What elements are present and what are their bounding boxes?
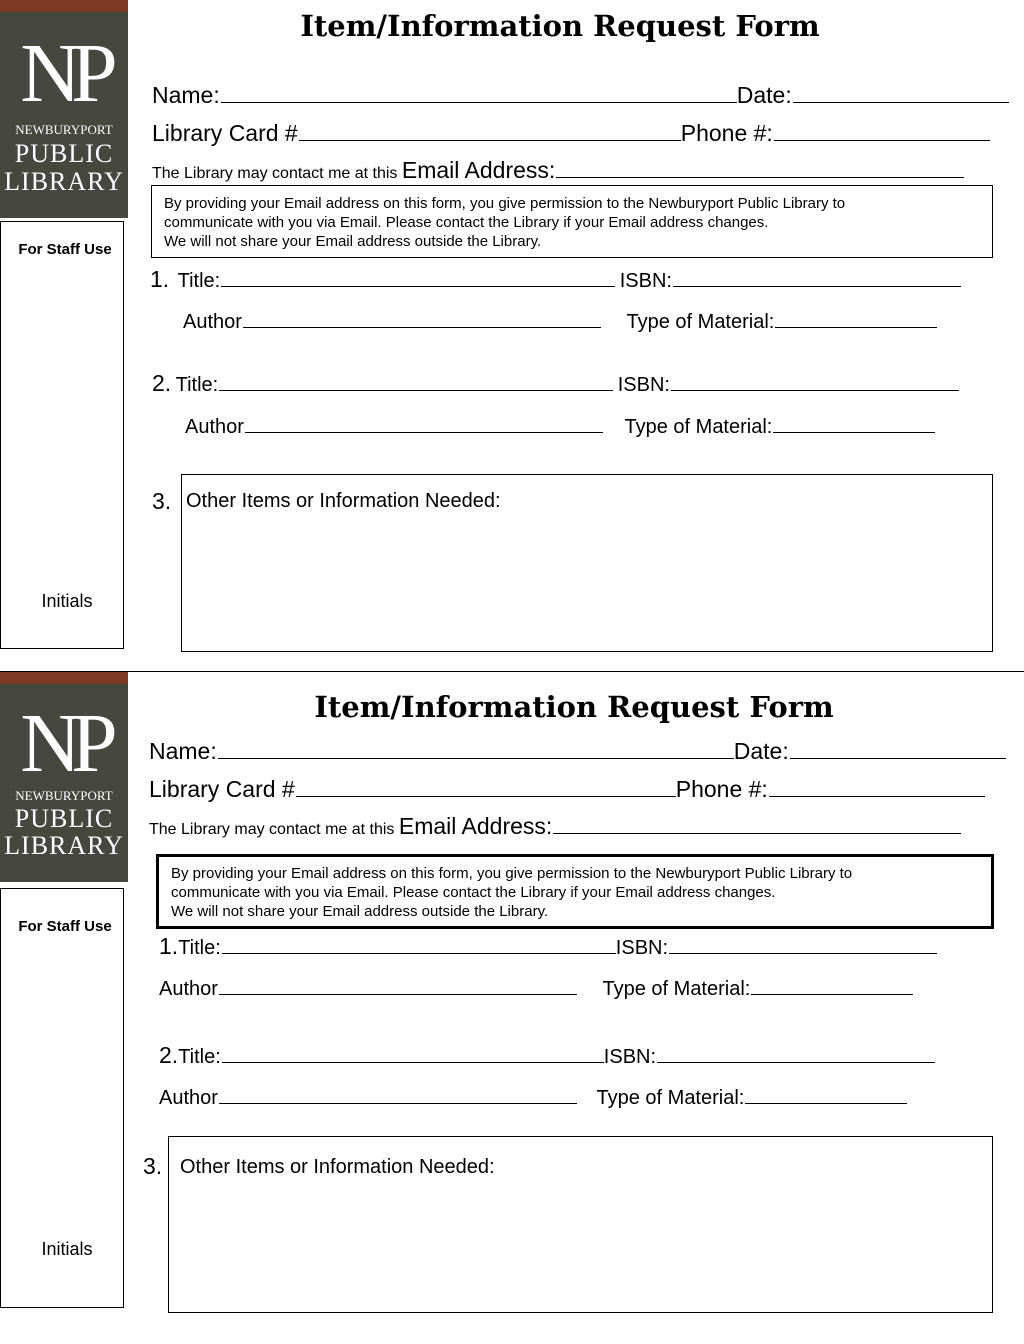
- item-1-number-2: 1.: [159, 933, 179, 959]
- name-label: Name:: [152, 82, 220, 109]
- item-2-author-label: Author: [185, 416, 244, 438]
- item-2-number: 2.: [152, 370, 172, 396]
- item-1-title-field[interactable]: [221, 265, 615, 287]
- item-2-isbn-field[interactable]: [671, 369, 959, 391]
- item-1-title-label: Title:: [177, 270, 221, 292]
- item-2-author-label-2: Author: [159, 1087, 218, 1109]
- item-1-author-label-2: Author: [159, 978, 218, 1000]
- notice-line-2-2: communicate with you via Email. Please contact the Library if your Email address changes.: [171, 884, 776, 901]
- email-label: Email Address:: [401, 157, 556, 184]
- item-2-type-field[interactable]: [773, 411, 935, 433]
- item-2-type-label-2: Type of Material:: [596, 1087, 745, 1109]
- staff-initials-label-2: Initials: [41, 1239, 93, 1259]
- item-1-author-field-2[interactable]: [219, 973, 577, 995]
- item-1-author-label: Author: [183, 311, 242, 333]
- notice-line-1: By providing your Email address on this form, you give permission to the Newburyport Public Library to: [164, 195, 846, 212]
- item-1-isbn-field-2[interactable]: [669, 932, 937, 954]
- staff-use-title-2: For Staff Use: [18, 918, 112, 935]
- item-2-title-row-2: [159, 1041, 935, 1069]
- notice-line-2: communicate with you via Email. Please contact the Library if your Email address changes.: [164, 214, 769, 231]
- item-1-type-label-2: Type of Material:: [602, 978, 751, 1000]
- item-2-title-row: [152, 369, 959, 397]
- logo-monogram-2: NP: [20, 697, 108, 790]
- item-2-author-field-2[interactable]: [219, 1082, 577, 1104]
- name-field[interactable]: [221, 78, 737, 103]
- item-2-type-field-2[interactable]: [745, 1082, 907, 1104]
- name-row: [152, 78, 1009, 109]
- staff-use-box: [0, 221, 124, 649]
- item-2-author-row: [185, 411, 935, 439]
- name-row-2: [149, 734, 1006, 765]
- item-2-title-label: Title:: [175, 374, 219, 396]
- item-2-title-field-2[interactable]: [222, 1041, 604, 1063]
- item-2-isbn-label: ISBN:: [617, 374, 670, 396]
- name-label-2: Name:: [149, 738, 217, 765]
- item-2-isbn-field-2[interactable]: [657, 1041, 935, 1063]
- date-label: Date:: [736, 82, 792, 109]
- other-items-label-2: Other Items or Information Needed:: [180, 1156, 495, 1178]
- item-2-number-2: 2.: [159, 1042, 179, 1068]
- staff-initials-label: Initials: [41, 591, 93, 611]
- card-phone-row-2: [149, 772, 985, 803]
- notice-line-3-2: We will not share your Email address outside the Library.: [171, 903, 549, 920]
- item-1-isbn-field[interactable]: [673, 265, 961, 287]
- library-card-field[interactable]: [299, 116, 681, 141]
- email-row-2: [149, 809, 961, 840]
- email-field-2[interactable]: [553, 809, 961, 834]
- email-permission-notice-2: [156, 854, 994, 929]
- logo-line-library: LIBRARY: [4, 167, 124, 196]
- logo-line-public: PUBLIC: [14, 139, 114, 168]
- page-title-2: Item/Information Request Form: [314, 690, 834, 724]
- page-title: Item/Information Request Form: [300, 9, 820, 43]
- library-card-label-2: Library Card #: [149, 776, 295, 803]
- item-1-title-row: [150, 265, 961, 293]
- item-1-number: 1.: [150, 266, 170, 292]
- phone-label: Phone #:: [680, 120, 773, 147]
- item-2-isbn-label-2: ISBN:: [603, 1046, 657, 1068]
- logo-line-library-2: LIBRARY: [4, 831, 124, 860]
- logo-line-newburyport: NEWBURYPORT: [15, 122, 113, 137]
- item-1-isbn-label: ISBN:: [619, 270, 672, 292]
- item-1-author-row-2: [159, 973, 913, 1001]
- item-3-number: 3.: [152, 488, 172, 514]
- date-field-2[interactable]: [790, 734, 1006, 759]
- item-1-title-label-2: Title:: [178, 937, 221, 959]
- email-permission-notice: [151, 185, 993, 258]
- item-1-title-field-2[interactable]: [222, 932, 616, 954]
- logo-monogram: NP: [20, 27, 108, 120]
- notice-line-1-2: By providing your Email address on this form, you give permission to the Newburyport Public Library to: [171, 865, 853, 882]
- item-1-isbn-label-2: ISBN:: [615, 937, 669, 959]
- date-label-2: Date:: [733, 738, 789, 765]
- phone-label-2: Phone #:: [675, 776, 768, 803]
- phone-field[interactable]: [774, 116, 990, 141]
- staff-use-title: For Staff Use: [18, 241, 112, 258]
- item-1-title-row-2: [159, 932, 937, 960]
- item-2-title-label-2: Title:: [178, 1046, 221, 1068]
- logo-line-newburyport-2: NEWBURYPORT: [15, 788, 113, 803]
- name-field-2[interactable]: [218, 734, 734, 759]
- form-divider: [0, 671, 1024, 672]
- item-1-type-field[interactable]: [775, 306, 937, 328]
- item-3-number-2: 3.: [143, 1153, 163, 1179]
- library-card-label: Library Card #: [152, 120, 298, 147]
- library-card-field-2[interactable]: [296, 772, 676, 797]
- item-1-author-field[interactable]: [243, 306, 601, 328]
- email-row: [152, 153, 964, 184]
- item-2-author-field[interactable]: [245, 411, 603, 433]
- date-field[interactable]: [793, 78, 1009, 103]
- item-1-type-field-2[interactable]: [751, 973, 913, 995]
- item-1-type-label: Type of Material:: [626, 311, 775, 333]
- other-items-label: Other Items or Information Needed:: [186, 490, 501, 512]
- contact-prefix-2: The Library may contact me at this: [149, 821, 395, 839]
- email-field[interactable]: [556, 153, 964, 178]
- item-1-author-row: [183, 306, 937, 334]
- item-2-type-label: Type of Material:: [624, 416, 773, 438]
- notice-line-3: We will not share your Email address outside the Library.: [164, 233, 542, 250]
- logo-accent-bar-2: [0, 672, 128, 684]
- email-label-2: Email Address:: [398, 813, 553, 840]
- contact-prefix: The Library may contact me at this: [152, 165, 398, 183]
- item-2-title-field[interactable]: [219, 369, 613, 391]
- card-phone-row: [152, 116, 990, 147]
- phone-field-2[interactable]: [769, 772, 985, 797]
- logo-line-public-2: PUBLIC: [14, 804, 114, 833]
- item-2-author-row-2: [159, 1082, 907, 1110]
